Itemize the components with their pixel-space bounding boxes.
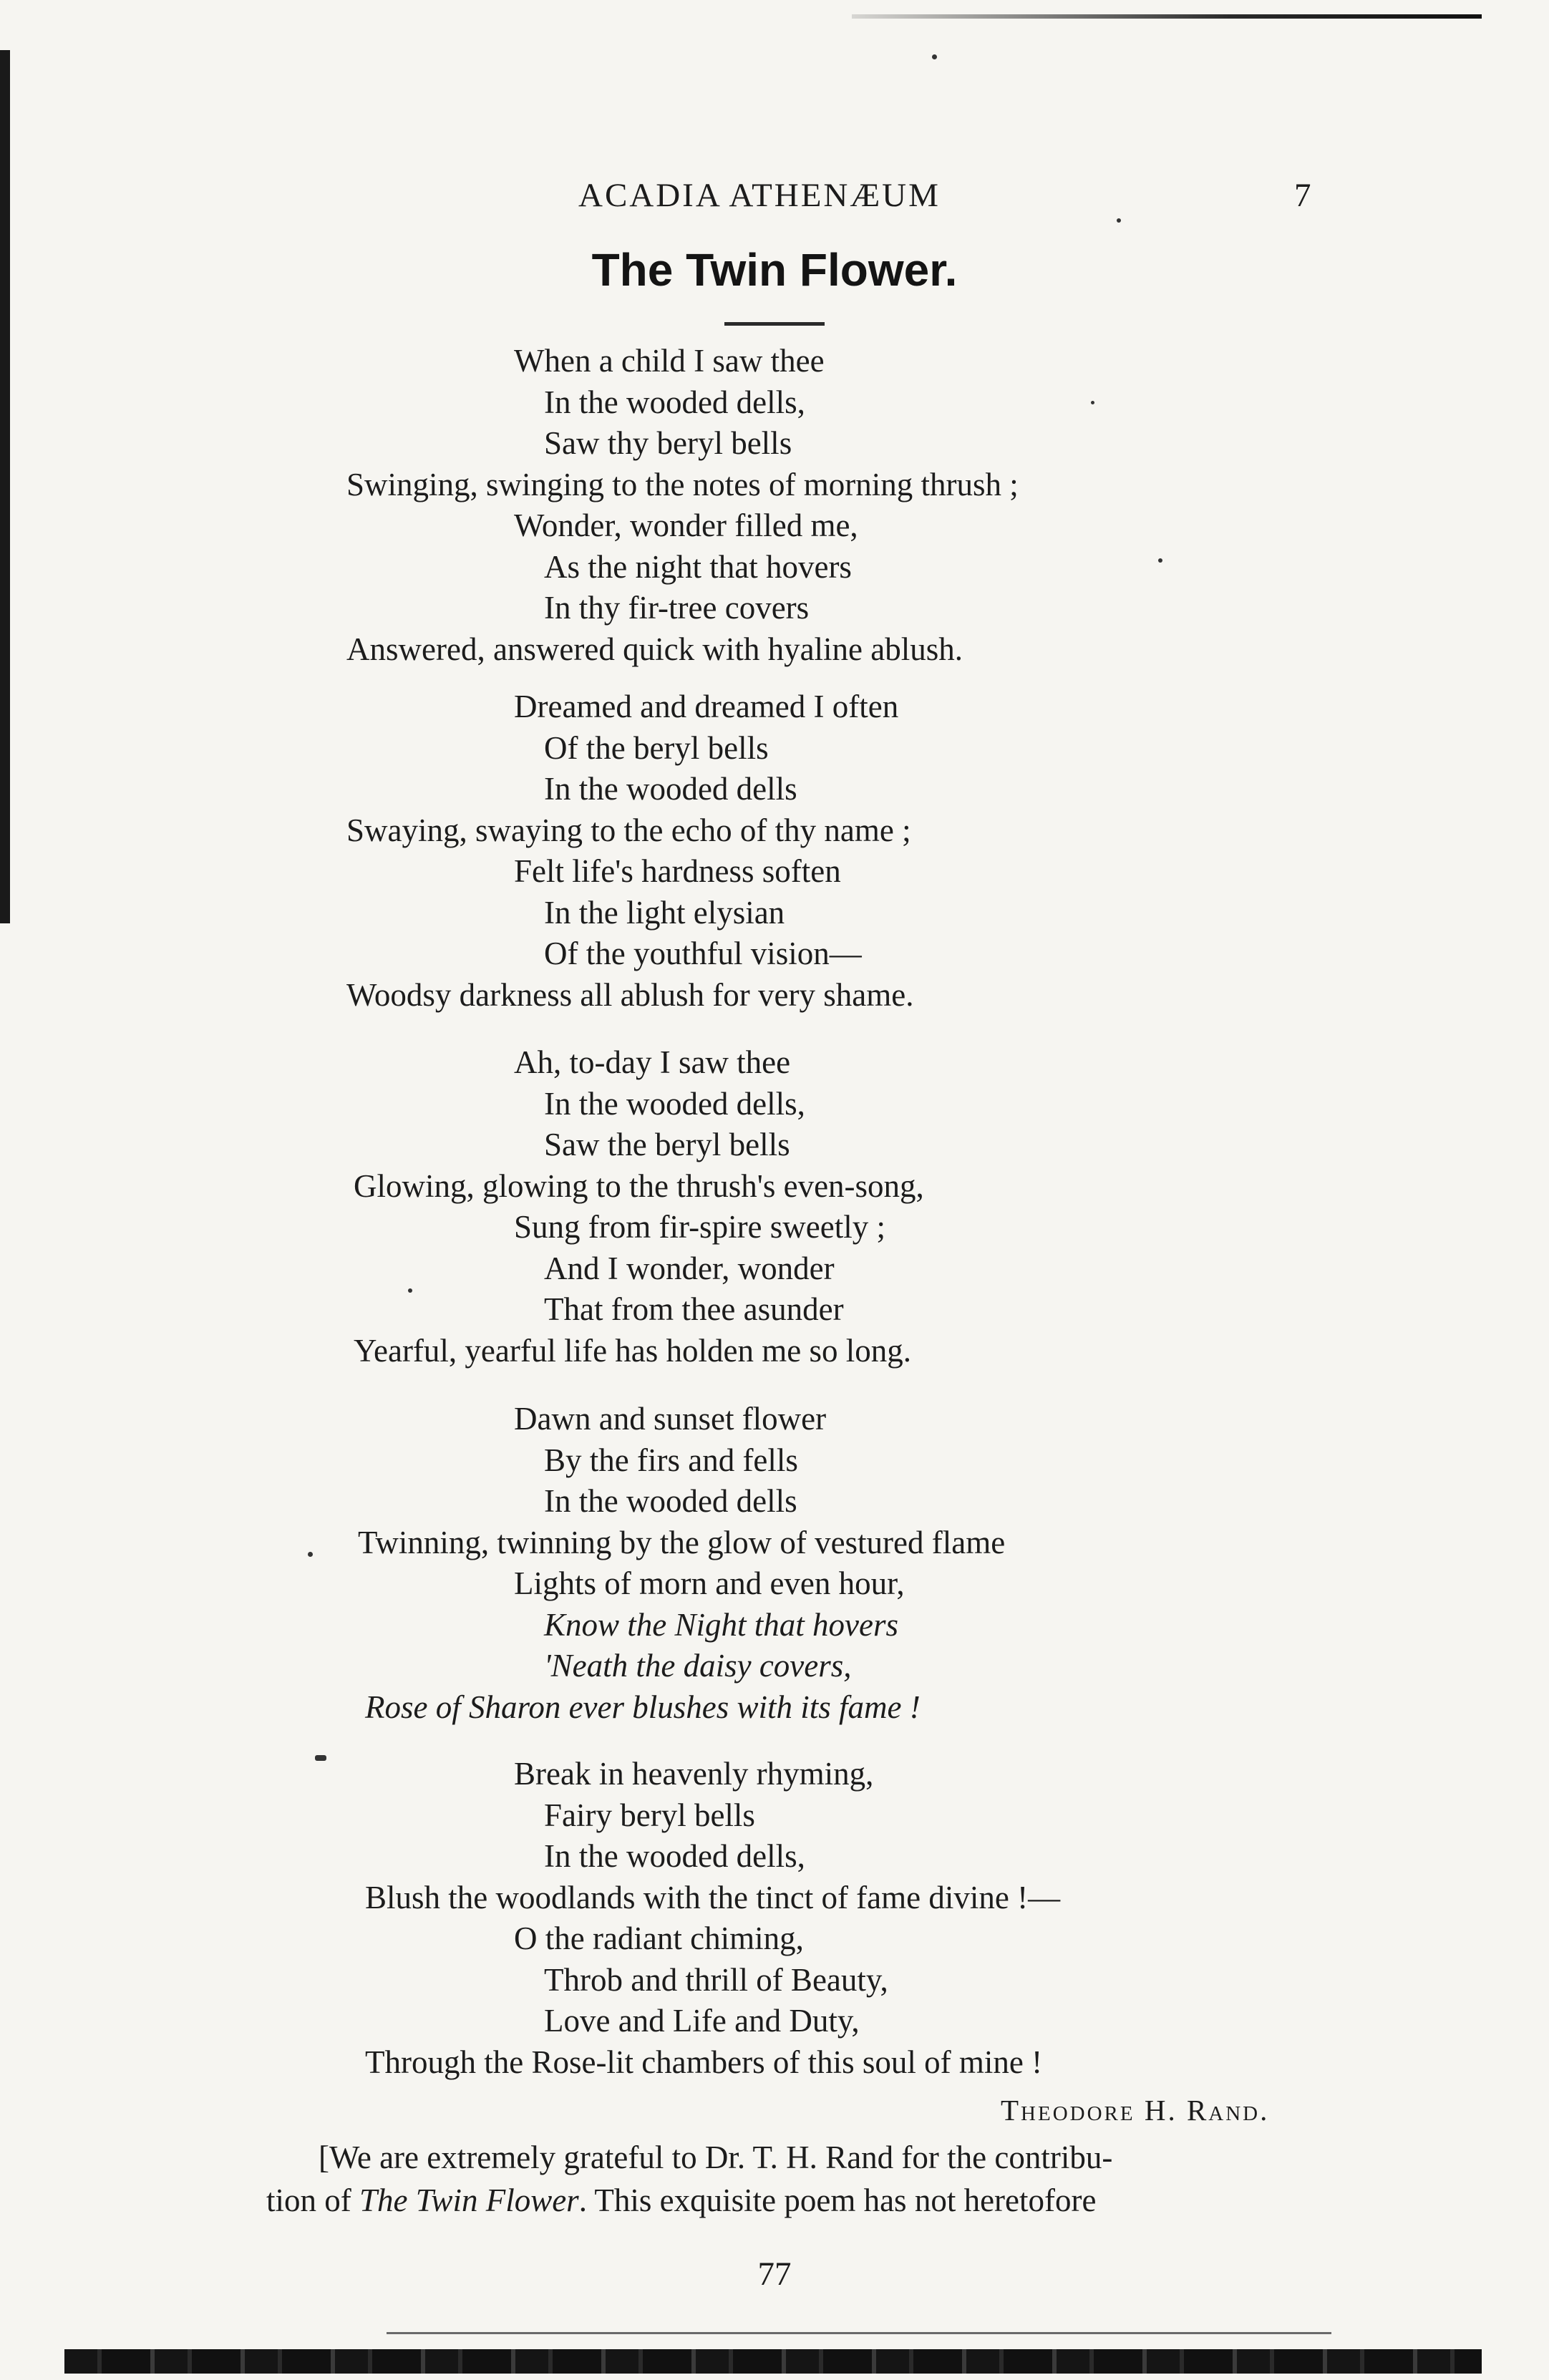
- scan-rule-bottom-thin: [387, 2332, 1331, 2334]
- running-head: ACADIA ATHENÆUM: [578, 177, 941, 214]
- poem-line: Saw the beryl bells: [544, 1127, 790, 1162]
- poem-line: Lights of morn and even hour,: [514, 1565, 905, 1601]
- page-header: [0, 176, 1549, 226]
- poem-line: In the wooded dells,: [544, 1085, 805, 1122]
- editorial-note-line-2: [266, 2182, 1283, 2218]
- poem-line: Answered, answered quick with hyaline ablush.: [346, 631, 963, 667]
- scan-speck: [932, 54, 937, 59]
- poem-line: Wonder, wonder filled me,: [514, 507, 858, 543]
- poem-line: When a child I saw thee: [514, 343, 825, 379]
- poem-line: In the wooded dells: [544, 1483, 797, 1519]
- poem-line: Glowing, glowing to the thrush's even-song,: [354, 1167, 924, 1204]
- poem-line: And I wonder, wonder: [544, 1250, 835, 1286]
- poem-line: Sung from fir-spire sweetly ;: [514, 1209, 885, 1245]
- poem-title: The Twin Flower.: [591, 244, 958, 296]
- title-rule: [724, 322, 825, 326]
- scan-speck: [308, 1552, 313, 1557]
- poem-line: In the wooded dells,: [544, 1838, 805, 1874]
- scan-speck: [1158, 558, 1162, 563]
- poem-line: Know the Night that hovers: [544, 1606, 898, 1643]
- editorial-note-line-1: [319, 2139, 1335, 2175]
- poem-line: Through the Rose-lit chambers of this soul of mine !: [365, 2044, 1043, 2080]
- editorial-note-text: . This exquisite poem has not heretofore: [578, 2182, 1097, 2218]
- poem-line: O the radiant chiming,: [514, 1920, 804, 1956]
- scan-speck: [315, 1755, 326, 1761]
- editorial-note-text: tion of: [266, 2182, 359, 2218]
- poem-line: Dawn and sunset flower: [514, 1401, 827, 1437]
- editorial-note-text: [We are extremely grateful to Dr. T. H. Rand for the contribu-: [319, 2139, 1113, 2175]
- poem-line: Break in heavenly rhyming,: [514, 1756, 874, 1792]
- scan-rule-bottom: [64, 2349, 1482, 2374]
- poem-line: Swinging, swinging to the notes of morning thrush ;: [346, 466, 1019, 502]
- poem-line: Blush the woodlands with the tinct of fame divine !—: [365, 1879, 1061, 1915]
- poem-line: Felt life's hardness soften: [514, 853, 841, 889]
- poem-line: Yearful, yearful life has holden me so long.: [354, 1332, 911, 1369]
- poem-line: Throb and thrill of Beauty,: [544, 1961, 888, 1998]
- poem-line: Love and Life and Duty,: [544, 2003, 860, 2039]
- poem-line: Swaying, swaying to the echo of thy name ;: [346, 812, 911, 848]
- poem-line: Ah, to-day I saw thee: [514, 1044, 791, 1080]
- poem-line: In the wooded dells,: [544, 384, 805, 420]
- scan-speck: [1091, 401, 1094, 404]
- poem-line: By the firs and fells: [544, 1442, 798, 1478]
- poem-line: Twinning, twinning by the glow of vestured flame: [358, 1524, 1006, 1560]
- poem-author: Theodore H. Rand.: [1001, 2094, 1270, 2127]
- scan-rule-top: [852, 14, 1482, 19]
- scan-speck: [408, 1288, 412, 1293]
- poem-line: That from thee asunder: [544, 1291, 844, 1327]
- poem-line: In the wooded dells: [544, 771, 797, 807]
- page-number-bottom: 77: [757, 2255, 792, 2293]
- poem-line: Rose of Sharon ever blushes with its fame !: [365, 1689, 921, 1725]
- poem-line: Fairy beryl bells: [544, 1797, 755, 1833]
- page-number-top: 7: [1294, 177, 1311, 214]
- poem-line: In thy fir-tree covers: [544, 590, 810, 626]
- poem-line: Of the youthful vision—: [544, 936, 862, 971]
- poem-line: Dreamed and dreamed I often: [514, 689, 899, 724]
- poem-line: 'Neath the daisy covers,: [544, 1648, 852, 1684]
- editorial-note-poem-title: The Twin Flower: [359, 2182, 579, 2218]
- poem-line: In the light elysian: [544, 894, 785, 931]
- poem-line: Saw thy beryl bells: [544, 425, 792, 461]
- poem-line: Of the beryl bells: [544, 729, 769, 766]
- poem-line: Woodsy darkness all ablush for very shame.: [346, 976, 914, 1013]
- poem-line: As the night that hovers: [544, 548, 852, 585]
